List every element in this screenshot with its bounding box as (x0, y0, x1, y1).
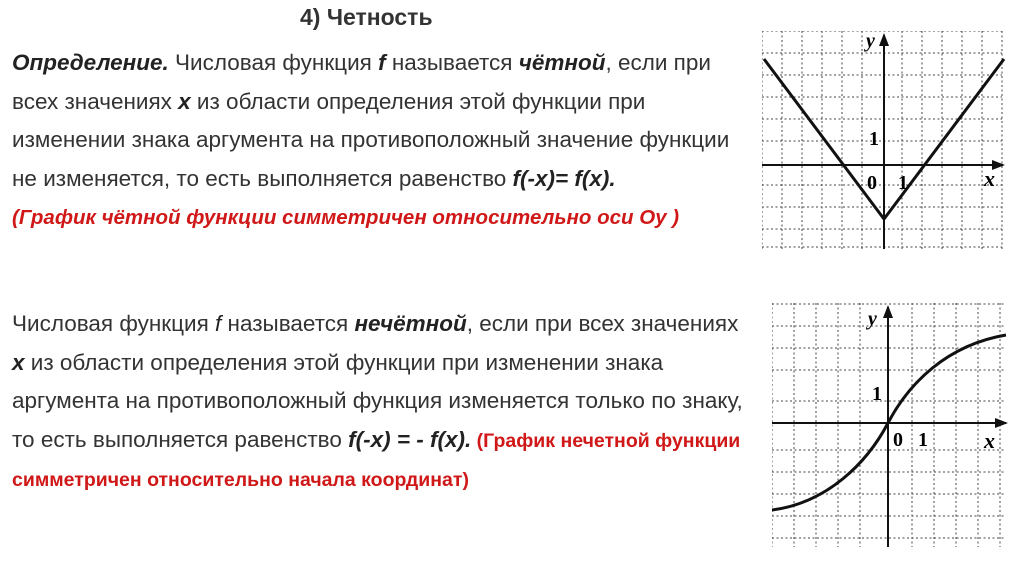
even-equation: f(-x)= f(x). (512, 165, 616, 191)
x-axis-label: x (984, 428, 995, 453)
odd-equation: f(-x) = - f(x). (348, 426, 472, 452)
odd-text-1: Числовая функция (12, 311, 216, 336)
even-definition (12, 44, 752, 238)
even-text-3: , если при всех значениях (12, 50, 711, 114)
x-tick-label: 1 (898, 172, 908, 194)
even-f: f (378, 50, 386, 75)
y-axis-label: y (868, 308, 877, 330)
odd-term: нечётной (354, 311, 467, 336)
page-title: 4) Четность (300, 4, 433, 30)
x-tick-label: 1 (918, 429, 928, 451)
even-text-2: называется (385, 50, 519, 75)
origin-label: 0 (893, 429, 903, 451)
odd-text-4: из области определения этой функции при изменении знака аргумента на противоположный функция изменяется только по знаку, то есть выполняется равенство (12, 349, 743, 452)
odd-f: f (215, 311, 222, 336)
odd-x: x (12, 349, 25, 375)
odd-note: (График нечетной функции симметричен относительно начала координат) (12, 429, 741, 491)
even-note: (График чётной функции симметричен относительно оси Оу ) (12, 206, 680, 229)
even-text-1: Числовая функция (168, 50, 379, 75)
definition-label: Определение. (12, 50, 169, 75)
y-axis-label: y (866, 31, 875, 52)
y-axis-arrow (879, 33, 889, 46)
odd-text-2: называется (221, 311, 355, 336)
even-text-4: из области определения этой функции при изменении знака аргумента на противоположный значение функции не изменяется, то есть выполняется равенство (12, 88, 730, 191)
x-axis-label: x (984, 166, 995, 191)
odd-text-3: , если при всех значениях (466, 311, 739, 336)
origin-label: 0 (867, 172, 877, 194)
even-term: чётной (518, 50, 606, 75)
y-axis-arrow (883, 305, 893, 318)
odd-function-graph (772, 303, 1010, 547)
y-tick-label: 1 (872, 383, 882, 405)
y-tick-label: 1 (869, 128, 879, 150)
x-axis-arrow (995, 418, 1008, 428)
even-function-graph (762, 31, 1007, 249)
even-x: x (178, 88, 191, 114)
odd-definition (12, 305, 752, 500)
